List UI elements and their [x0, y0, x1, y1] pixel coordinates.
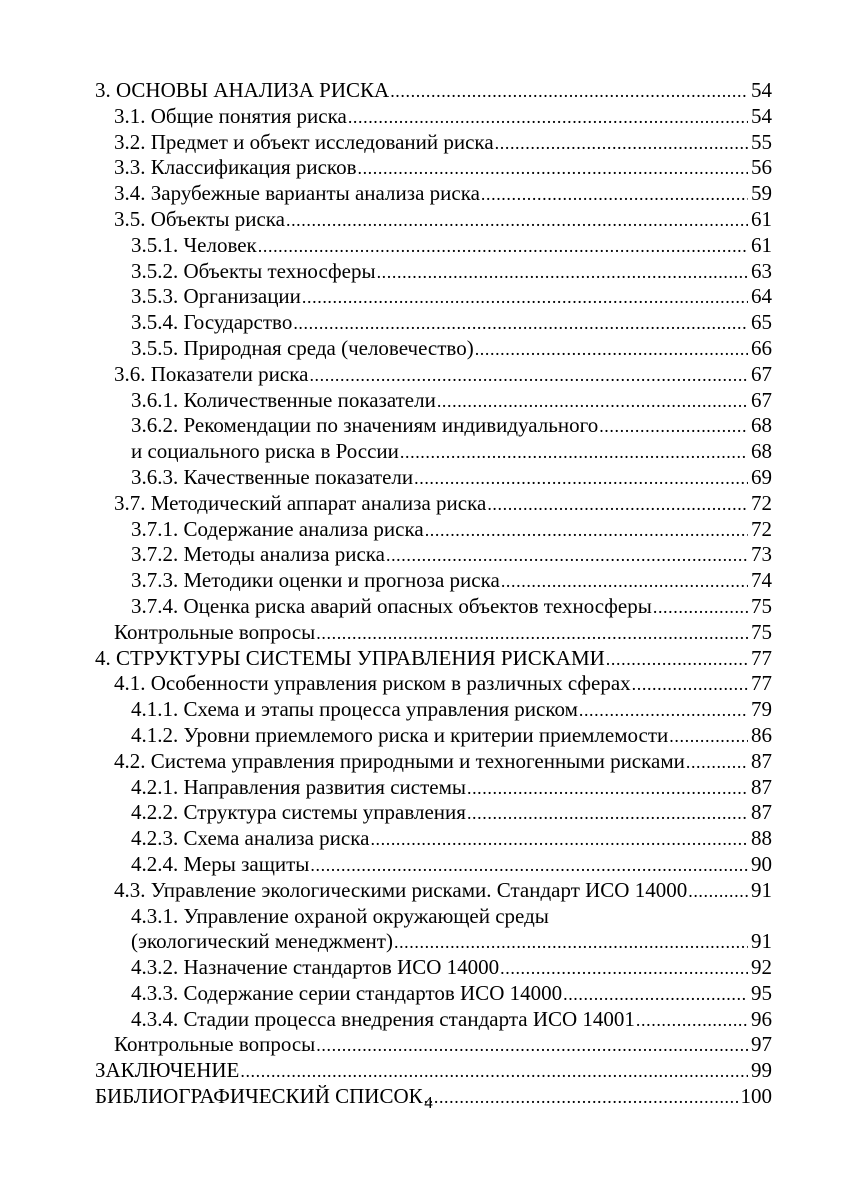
toc-entry-page: 92 — [751, 955, 772, 980]
toc-entry — [95, 568, 772, 594]
toc-entry-title: 4.1.2. Уровни приемлемого риска и критерии приемлемости — [131, 722, 669, 747]
toc-entry-page: 69 — [751, 464, 772, 489]
toc-entry-page: 61 — [751, 206, 772, 231]
toc-entry-title: 3.1. Общие понятия риска — [114, 103, 347, 128]
toc-entry — [95, 130, 772, 156]
toc-entry-title: 3. ОСНОВЫ АНАЛИЗА РИСКА — [95, 78, 390, 102]
toc-entry — [95, 1007, 772, 1033]
toc-dot-leader — [437, 389, 748, 415]
toc-entry — [95, 775, 772, 801]
toc-dot-leader — [563, 982, 748, 1008]
toc-dot-leader — [475, 337, 748, 363]
toc-entry-title: 3.6.1. Количественные показатели — [131, 387, 436, 412]
toc-entry-page: 86 — [751, 722, 772, 747]
toc-entry — [95, 78, 772, 104]
toc-entry-page: 100 — [740, 1084, 772, 1109]
toc-entry-page: 66 — [751, 335, 772, 360]
toc-dot-leader — [240, 1059, 748, 1085]
toc-entry — [95, 388, 772, 414]
toc-entry-page: 75 — [751, 619, 772, 644]
toc-dot-leader — [653, 595, 748, 621]
toc-entry-page: 91 — [751, 877, 772, 902]
toc-dot-leader — [286, 208, 748, 234]
toc-dot-leader — [669, 724, 748, 750]
toc-entry-page: 95 — [751, 980, 772, 1005]
toc-entry-page: 88 — [751, 826, 772, 851]
toc-entry — [95, 310, 772, 336]
toc-entry — [95, 594, 772, 620]
toc-entry-page: 87 — [751, 800, 772, 825]
toc-entry-page: 96 — [751, 1006, 772, 1031]
toc-dot-leader — [425, 518, 748, 544]
toc-entry-title: 4.2.3. Схема анализа риска — [131, 826, 370, 851]
toc-dot-leader — [310, 853, 748, 879]
toc-entry-page: 75 — [751, 593, 772, 618]
toc-dot-leader — [293, 311, 748, 337]
toc-entry-page: 73 — [751, 542, 772, 567]
toc-entry — [95, 852, 772, 878]
toc-entry-title: Контрольные вопросы — [114, 1032, 316, 1057]
toc-entry-page: 56 — [751, 155, 772, 180]
toc-entry — [95, 517, 772, 543]
toc-entry — [95, 826, 772, 852]
toc-dot-leader — [414, 466, 748, 492]
toc-dot-leader — [487, 492, 748, 518]
toc-entry-title: 4.3.2. Назначение стандартов ИСО 14000 — [131, 955, 500, 980]
toc-entry — [95, 207, 772, 233]
toc-entry-title: 4.2.2. Структура системы управления — [131, 800, 466, 825]
toc-entry — [95, 259, 772, 285]
toc-entry-page: 67 — [751, 387, 772, 412]
toc-entry — [95, 723, 772, 749]
toc-entry-title: 4.3.1. Управление охраной окружающей среды — [131, 903, 549, 928]
toc-dot-leader — [636, 1008, 748, 1034]
toc-entry — [95, 439, 772, 465]
toc-dot-leader — [316, 621, 748, 647]
toc-entry-title: 3.5.3. Организации — [131, 284, 301, 309]
toc-dot-leader — [400, 440, 748, 466]
toc-dot-leader — [377, 260, 748, 286]
toc-entry-page: 54 — [751, 103, 772, 128]
toc-entry-title: 4.3. Управление экологическими рисками. Стандарт ИСО 14000 — [114, 877, 688, 902]
toc-entry — [95, 929, 772, 955]
toc-entry — [95, 465, 772, 491]
toc-entry-page: 64 — [751, 284, 772, 309]
toc-dot-leader — [599, 414, 748, 440]
toc-entry-page: 67 — [751, 361, 772, 386]
toc-entry-page: 63 — [751, 258, 772, 283]
toc-entry-title: 3.5. Объекты риска — [114, 206, 285, 231]
toc-entry-title: 3.7.3. Методики оценки и прогноза риска — [131, 568, 500, 593]
toc-entry — [95, 104, 772, 130]
toc-dot-leader — [467, 776, 748, 802]
toc-dot-leader — [481, 182, 748, 208]
toc-entry-title: 4. СТРУКТУРЫ СИСТЕМЫ УПРАВЛЕНИЯ РИСКАМИ — [95, 645, 605, 670]
toc-entry-title: 3.6.3. Качественные показатели — [131, 464, 414, 489]
toc-dot-leader — [386, 543, 748, 569]
toc-entry — [95, 800, 772, 826]
toc-entry-page: 74 — [751, 568, 772, 593]
toc-entry — [95, 955, 772, 981]
toc-dot-leader — [370, 827, 748, 853]
toc-dot-leader — [302, 285, 748, 311]
toc-entry-page: 55 — [751, 129, 772, 154]
toc-entry — [95, 233, 772, 259]
toc-entry-title: 3.5.1. Человек — [131, 232, 257, 257]
toc-entry-page: 87 — [751, 748, 772, 773]
toc-dot-leader — [357, 156, 748, 182]
toc-entry-title: 3.4. Зарубежные варианты анализа риска — [114, 181, 480, 206]
toc-entry-title: (экологический менеджмент) — [131, 929, 393, 954]
toc-dot-leader — [501, 569, 748, 595]
toc-entry-page: 77 — [751, 645, 772, 670]
toc-dot-leader — [390, 79, 748, 105]
toc-entry — [95, 413, 772, 439]
toc-entry — [95, 878, 772, 904]
toc-entry-title: 3.5.5. Природная среда (человечество) — [131, 335, 474, 360]
toc-dot-leader — [579, 698, 748, 724]
toc-entry-page: 54 — [751, 78, 772, 102]
toc-entry — [95, 1032, 772, 1058]
toc-entry — [95, 697, 772, 723]
toc-entry-title: 3.3. Классификация рисков — [114, 155, 357, 180]
toc-dot-leader — [495, 131, 748, 157]
toc-entry — [95, 284, 772, 310]
toc-entry-page: 68 — [751, 413, 772, 438]
toc-entry-page: 68 — [751, 439, 772, 464]
toc-entry — [95, 336, 772, 362]
toc-entry-title: 3.7.1. Содержание анализа риска — [131, 516, 424, 541]
toc-entry — [95, 491, 772, 517]
toc-entry-title: 3.7. Методический аппарат анализа риска — [114, 490, 487, 515]
page-number: 4 — [424, 1093, 433, 1112]
toc-entry-title: 4.2. Система управления природными и техногенными рисками — [114, 748, 685, 773]
toc-dot-leader — [686, 750, 748, 776]
toc-entry-page: 99 — [751, 1058, 772, 1083]
toc-entry — [95, 646, 772, 672]
toc-dot-leader — [688, 879, 748, 905]
toc-dot-leader — [467, 801, 748, 827]
toc-entry-title: и социального риска в России — [131, 439, 399, 464]
toc-dot-leader — [606, 647, 748, 673]
toc-dot-leader — [258, 234, 748, 260]
toc-entry — [95, 904, 772, 930]
toc-entry-page: 72 — [751, 490, 772, 515]
toc-entry-title: 4.1. Особенности управления риском в различных сферах — [114, 671, 631, 696]
toc-entry-title: 4.1.1. Схема и этапы процесса управления риском — [131, 697, 578, 722]
toc-entry — [95, 181, 772, 207]
toc-entry — [95, 155, 772, 181]
toc-entry-title: 4.2.1. Направления развития системы — [131, 774, 466, 799]
toc-dot-leader — [309, 363, 748, 389]
toc-entry-page: 91 — [751, 929, 772, 954]
toc-entry-title: ЗАКЛЮЧЕНИЕ — [95, 1058, 240, 1083]
toc-entry-title: 3.6. Показатели риска — [114, 361, 309, 386]
toc-entry — [95, 1058, 772, 1084]
toc-entry-title: 3.2. Предмет и объект исследований риска — [114, 129, 494, 154]
toc-entry-page: 72 — [751, 516, 772, 541]
toc-entry — [95, 749, 772, 775]
toc-entry-title: 4.2.4. Меры защиты — [131, 851, 310, 876]
toc-entry — [95, 542, 772, 568]
toc-entry — [95, 620, 772, 646]
toc-dot-leader — [500, 956, 748, 982]
toc-entry-title: 4.3.4. Стадии процесса внедрения стандарта ИСО 14001 — [131, 1006, 635, 1031]
toc-entry-title: 3.5.2. Объекты техносферы — [131, 258, 376, 283]
toc-entry — [95, 981, 772, 1007]
toc-entry-page: 90 — [751, 851, 772, 876]
toc-entry-page: 65 — [751, 310, 772, 335]
toc-entry-page: 87 — [751, 774, 772, 799]
toc-entry-title: 3.7.4. Оценка риска аварий опасных объектов техносферы — [131, 593, 652, 618]
toc-entry-page: 59 — [751, 181, 772, 206]
toc-entry-page: 79 — [751, 697, 772, 722]
toc-entry-page: 61 — [751, 232, 772, 257]
toc-dot-leader — [316, 1033, 748, 1059]
toc-entry-page: 77 — [751, 671, 772, 696]
toc-entry-title: БИБЛИОГРАФИЧЕСКИЙ СПИСОК — [95, 1084, 423, 1109]
table-of-contents — [95, 78, 772, 1110]
toc-entry-title: Контрольные вопросы — [114, 619, 316, 644]
toc-entry-page: 97 — [751, 1032, 772, 1057]
toc-dot-leader — [348, 105, 748, 131]
toc-entry-title: 3.6.2. Рекомендации по значениям индивидуального — [131, 413, 599, 438]
toc-entry-title: 4.3.3. Содержание серии стандартов ИСО 14000 — [131, 980, 563, 1005]
toc-entry-title: 3.7.2. Методы анализа риска — [131, 542, 385, 567]
toc-entry — [95, 671, 772, 697]
toc-entry-title: 3.5.4. Государство — [131, 310, 293, 335]
toc-dot-leader — [394, 930, 748, 956]
toc-entry — [95, 362, 772, 388]
toc-dot-leader — [632, 672, 748, 698]
